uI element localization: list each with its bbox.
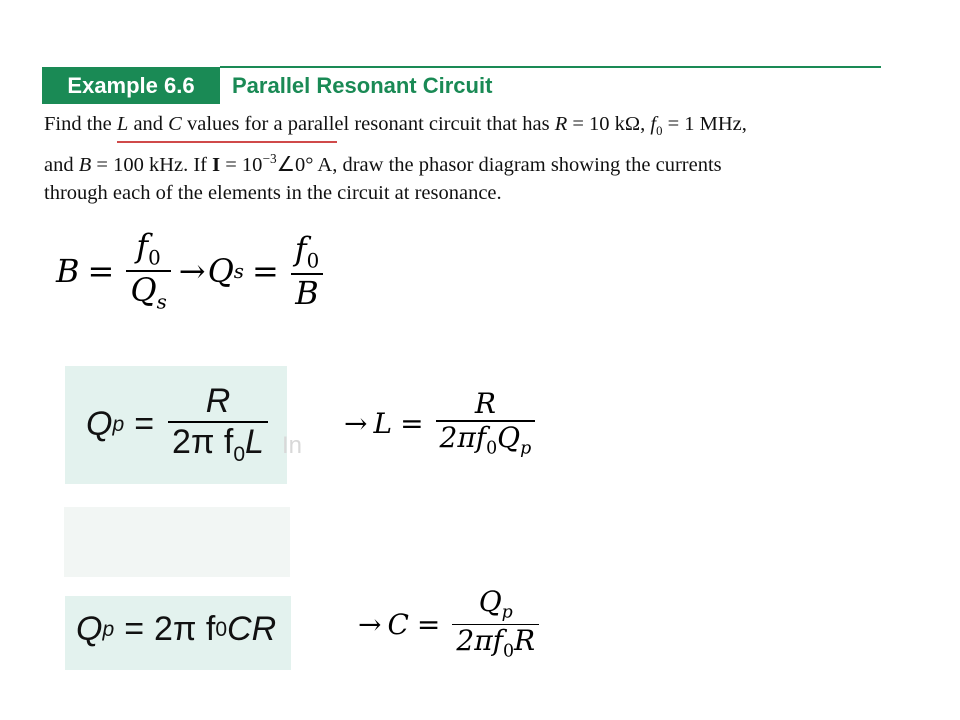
- inductance-equation: → L = $\frac{R}{2\pi f_0Q_p}$: [344, 388, 539, 459]
- capacitance-equation: → C = $\frac{Q_p}{2\pi f_0R}$: [358, 586, 543, 663]
- qp-cr-formula: Q p = 2π f 0 CR: [76, 610, 277, 648]
- header-rule: [220, 66, 881, 68]
- qp-formula: Q p = $\frac{R}{2\pi f_0L}$: [86, 382, 272, 467]
- example-label: Example 6.6: [42, 67, 220, 104]
- example-title: Parallel Resonant Circuit: [232, 73, 493, 98]
- blank-box: [64, 507, 290, 577]
- red-underline: [117, 141, 337, 143]
- problem-statement: Find the L and C values for a parallel resonant circuit that has R = 10 kΩ, $f_0 = 1$ MHz, and B = 100 kHz. If $I = 10^{-3}\angle 0^\circ$ A, draw the phasor diagram showing the currents through each of the elements in the circuit at resonance.: [44, 113, 747, 204]
- faint-background-text: In: [282, 432, 303, 459]
- bandwidth-equation: B = $\frac{f_0}{Q_s}$ → Q s = $\frac{f_0}{B}$: [56, 228, 327, 314]
